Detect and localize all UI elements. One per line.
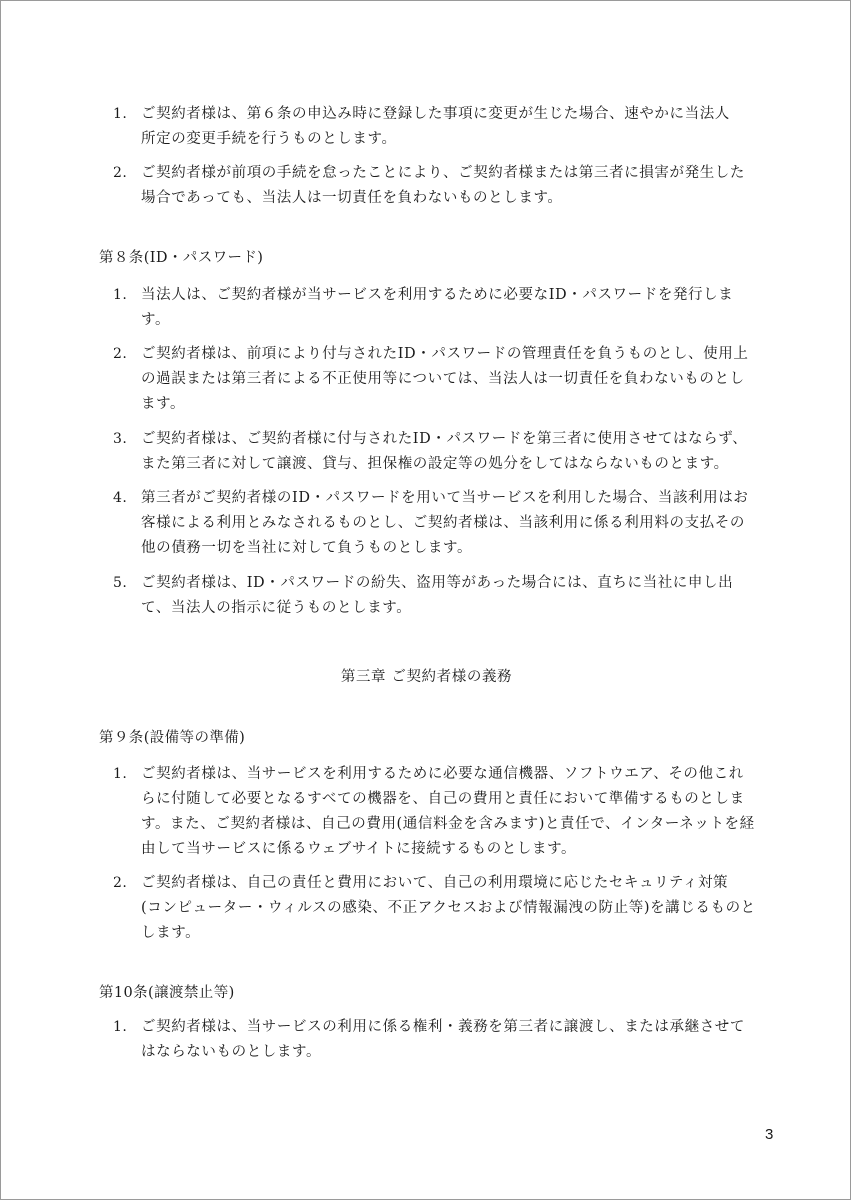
item-text	[141, 342, 761, 417]
item-line: す。また、ご契約者様は、自己の費用(通信料金を含みます)と責任で、インターネットを経	[141, 816, 755, 832]
item-line: します。	[141, 925, 201, 941]
item-line: ご契約者様は、自己の責任と費用において、自己の利用環境に応じたセキュリティ対策	[141, 875, 729, 891]
item-line: ご契約者様は、ご契約者様に付与されたID・パスワードを第三者に使用させてはならず、	[141, 431, 748, 447]
item-line: 第三者がご契約者様のID・パスワードを用いて当サービスを利用した場合、当該利用はお	[141, 490, 749, 506]
page-number: 3	[765, 1126, 774, 1143]
item-line: て、当法人の指示に従うものとします。	[141, 600, 412, 616]
item-line: らに付随して必要となるすべての機器を、自己の費用と責任において準備するものとしま	[141, 791, 745, 807]
item-number: 3.	[113, 431, 128, 447]
item-line: ご契約者様は、当サービスの利用に係る権利・義務を第三者に譲渡し、または承継させて	[141, 1019, 745, 1035]
item-number: 1.	[113, 106, 128, 122]
item-number: 5.	[113, 575, 128, 591]
item-line: 客様による利用とみなされるものとし、ご契約者様は、当該利用に係る利用料の支払その	[141, 515, 745, 531]
item-text	[141, 161, 761, 211]
item-number: 4.	[113, 490, 128, 506]
item-text	[141, 1015, 761, 1065]
item-line: ます。	[141, 396, 186, 412]
item-number: 1.	[113, 1019, 128, 1035]
item-line: ご契約者様は、前項により付与されたID・パスワードの管理責任を負うものとし、使用上	[141, 346, 749, 362]
item-text	[141, 571, 761, 621]
item-line: の過誤または第三者による不正使用等については、当法人は一切責任を負わないものとし	[141, 371, 745, 387]
item-text	[141, 762, 761, 862]
item-line: ご契約者様は、当サービスを利用するために必要な通信機器、ソフトウエア、その他これ	[141, 766, 744, 782]
item-text	[141, 102, 761, 152]
item-line: 由して当サービスに係るウェブサイトに接続するものとします。	[141, 841, 577, 857]
item-line: 当法人は、ご契約者様が当サービスを利用するために必要なID・パスワードを発行しま	[141, 287, 734, 303]
item-line: す。	[141, 312, 171, 328]
item-line: 他の債務一切を当社に対して負うものとします。	[141, 540, 473, 556]
item-line: ご契約者様は、ID・パスワードの紛失、盗用等があった場合には、直ちに当社に申し出	[141, 575, 734, 591]
article-9-heading: 第９条(設備等の準備)	[99, 730, 246, 746]
item-line: はならないものとします。	[141, 1044, 322, 1060]
item-line: 場合であっても、当法人は一切責任を負わないものとします。	[141, 190, 563, 206]
item-text	[141, 871, 761, 946]
item-line: 所定の変更手続を行うものとします。	[141, 131, 397, 147]
chapter-title: 第三章 ご契約者様の義務	[340, 669, 513, 685]
item-line: ご契約者様は、第６条の申込み時に登録した事項に変更が生じた場合、速やかに当法人	[141, 106, 730, 122]
item-text	[141, 283, 761, 333]
item-line: また第三者に対して譲渡、貸与、担保権の設定等の処分をしてはならないものとます。	[141, 456, 729, 472]
item-text	[141, 486, 761, 561]
item-text	[141, 427, 761, 477]
item-number: 2.	[113, 346, 128, 362]
item-line: (コンピューター・ウィルスの感染、不正アクセスおよび情報漏洩の防止等)を講じるものと	[141, 900, 756, 916]
article-10-heading: 第10条(譲渡禁止等)	[99, 985, 235, 1001]
item-line: ご契約者様が前項の手続を怠ったことにより、ご契約者様または第三者に損害が発生した	[141, 165, 745, 181]
item-number: 2.	[113, 165, 128, 181]
article-8-heading: 第８条(ID・パスワード)	[99, 250, 264, 266]
item-number: 2.	[113, 875, 128, 891]
item-number: 1.	[113, 766, 128, 782]
item-number: 1.	[113, 287, 128, 303]
